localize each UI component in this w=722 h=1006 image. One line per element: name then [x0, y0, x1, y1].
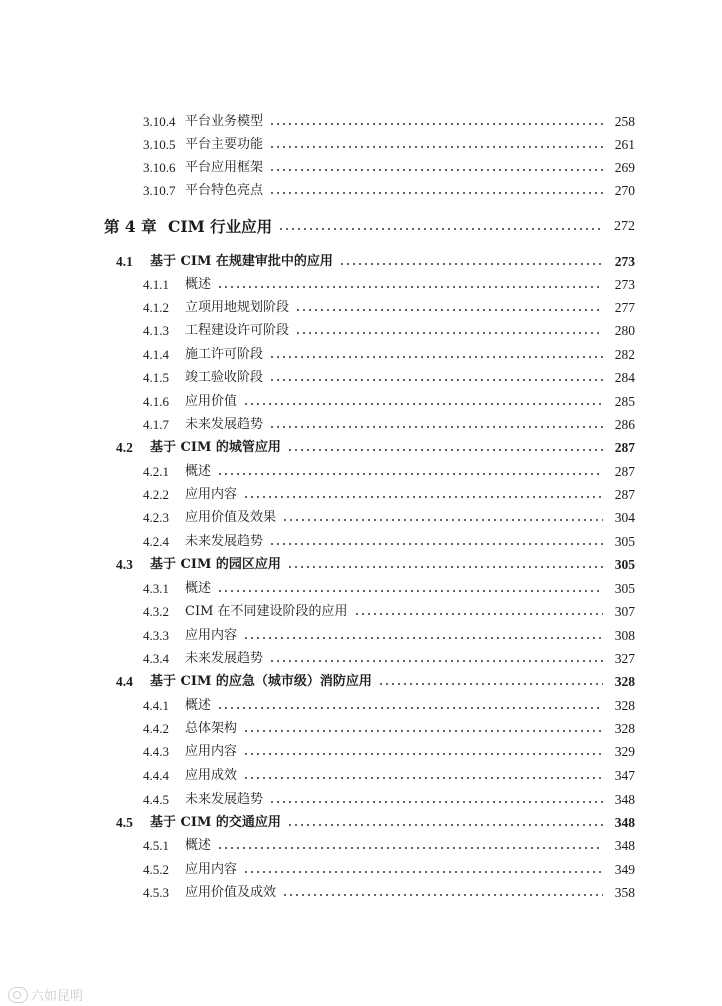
dot-leader [269, 801, 603, 803]
toc-section-4-5 [116, 812, 635, 834]
entry-number: 4.4.4 [143, 768, 169, 783]
entry-page: 304 [614, 510, 635, 525]
entry-title: 施工许可阶段 [185, 347, 264, 362]
dot-leader [269, 379, 603, 381]
entry-page: 307 [614, 604, 635, 619]
entry-title: 平台主要功能 [185, 137, 264, 152]
entry-number: 4.1.7 [143, 417, 169, 432]
entry-page: 261 [614, 137, 635, 152]
toc-entry-3-10-5 [143, 134, 635, 156]
entry-number: 4.3.4 [143, 651, 169, 666]
watermark-text: 六如昆明 [31, 989, 84, 1004]
toc-section-4-2 [116, 437, 635, 459]
dot-leader [282, 894, 603, 896]
entry-title: 应用价值 [185, 394, 238, 409]
chapter-number: 第 4 章 [104, 217, 157, 236]
dot-leader [243, 777, 603, 779]
entry-title: 应用价值及效果 [185, 510, 277, 525]
toc-section-4-3 [116, 554, 635, 576]
entry-page: 285 [614, 394, 635, 409]
section-number: 4.4 [116, 674, 133, 689]
toc-entry-4-1-6 [143, 391, 635, 413]
dot-leader [287, 824, 603, 826]
entry-title: 立项用地规划阶段 [185, 300, 290, 315]
toc-entry-4-4-2 [143, 718, 635, 740]
section-number: 4.3 [116, 557, 133, 572]
toc-entry-4-3-4 [143, 648, 635, 670]
entry-number: 4.2.3 [143, 510, 169, 525]
dot-leader [295, 332, 603, 334]
entry-page: 287 [614, 464, 635, 479]
toc-entry-4-1-3 [143, 320, 635, 342]
entry-number: 4.1.6 [143, 394, 169, 409]
entry-page: 269 [614, 160, 635, 175]
entry-number: 4.1.4 [143, 347, 169, 362]
dot-leader [269, 192, 603, 194]
toc-entry-3-10-4 [143, 111, 635, 133]
toc-entry-4-3-1 [143, 578, 635, 600]
toc-entry-4-1-7 [143, 414, 635, 436]
toc-entry-4-1-4 [143, 344, 635, 366]
dot-leader [378, 683, 603, 685]
toc-entry-4-4-3 [143, 741, 635, 763]
dot-leader [243, 753, 603, 755]
section-number: 4.2 [116, 440, 133, 455]
toc-entry-4-2-2 [143, 484, 635, 506]
entry-number: 4.1.2 [143, 300, 169, 315]
toc-chapter-4 [104, 216, 635, 238]
section-page: 305 [614, 557, 635, 572]
toc-entry-4-4-1 [143, 695, 635, 717]
toc-entry-4-1-5 [143, 367, 635, 389]
entry-page: 348 [614, 838, 635, 853]
toc-entry-4-2-4 [143, 531, 635, 553]
entry-number: 4.5.1 [143, 838, 169, 853]
entry-title: 平台业务模型 [185, 114, 264, 129]
dot-leader [282, 519, 603, 521]
toc-entry-4-5-2 [143, 859, 635, 881]
entry-number: 4.2.1 [143, 464, 169, 479]
toc-entry-4-5-3 [143, 882, 635, 904]
toc-section-4-1 [116, 251, 635, 273]
entry-title: 未来发展趋势 [185, 792, 264, 807]
dot-leader [217, 590, 603, 592]
entry-page: 349 [614, 862, 635, 877]
dot-leader [269, 169, 603, 171]
entry-title: 概述 [185, 464, 212, 479]
section-page: 287 [614, 440, 635, 455]
entry-number: 4.1.5 [143, 370, 169, 385]
entry-page: 327 [614, 651, 635, 666]
entry-title: 未来发展趋势 [185, 417, 264, 432]
entry-title: 工程建设许可阶段 [185, 323, 290, 338]
entry-number: 4.3.3 [143, 628, 169, 643]
dot-leader [278, 228, 603, 230]
entry-title: 应用内容 [185, 487, 238, 502]
dot-leader [295, 309, 603, 311]
section-page: 273 [614, 254, 635, 269]
entry-number: 4.4.5 [143, 792, 169, 807]
toc-entry-4-3-2 [143, 601, 635, 623]
entry-number: 4.1.1 [143, 277, 169, 292]
entry-number: 4.5.3 [143, 885, 169, 900]
section-page: 348 [614, 815, 635, 830]
watermark [8, 985, 83, 1004]
chapter-title: CIM 行业应用 [168, 217, 273, 236]
dot-leader [217, 847, 603, 849]
dot-leader [243, 403, 603, 405]
entry-page: 348 [614, 792, 635, 807]
entry-title: CIM 在不同建设阶段的应用 [185, 604, 348, 619]
entry-page: 277 [614, 300, 635, 315]
entry-page: 305 [614, 534, 635, 549]
toc-entry-4-1-2 [143, 297, 635, 319]
section-title: 基于 CIM 的园区应用 [150, 557, 281, 572]
entry-page: 280 [614, 323, 635, 338]
dot-leader [243, 730, 603, 732]
dot-leader [269, 146, 603, 148]
entry-number: 4.5.2 [143, 862, 169, 877]
section-page: 328 [614, 674, 635, 689]
entry-number: 4.4.1 [143, 698, 169, 713]
entry-page: 273 [614, 277, 635, 292]
entry-page: 270 [614, 183, 635, 198]
entry-page: 287 [614, 487, 635, 502]
entry-number: 3.10.4 [143, 114, 176, 129]
entry-number: 4.3.1 [143, 581, 169, 596]
entry-page: 347 [614, 768, 635, 783]
entry-page: 328 [614, 698, 635, 713]
toc-entry-4-4-5 [143, 789, 635, 811]
entry-page: 305 [614, 581, 635, 596]
dot-leader [269, 543, 603, 545]
entry-page: 282 [614, 347, 635, 362]
entry-title: 应用价值及成效 [185, 885, 277, 900]
dot-leader [217, 473, 603, 475]
chapter-page: 272 [614, 219, 635, 234]
toc-entry-4-2-1 [143, 461, 635, 483]
toc-entry-3-10-7 [143, 180, 635, 202]
dot-leader [217, 286, 603, 288]
entry-number: 3.10.7 [143, 183, 176, 198]
section-title: 基于 CIM 在规建审批中的应用 [150, 254, 333, 269]
entry-number: 4.2.4 [143, 534, 169, 549]
section-title: 基于 CIM 的应急（城市级）消防应用 [150, 674, 372, 689]
dot-leader [287, 449, 603, 451]
dot-leader [354, 613, 603, 615]
entry-title: 应用内容 [185, 744, 238, 759]
dot-leader [269, 123, 603, 125]
section-number: 4.5 [116, 815, 133, 830]
entry-page: 286 [614, 417, 635, 432]
section-title: 基于 CIM 的城管应用 [150, 440, 281, 455]
entry-title: 应用内容 [185, 628, 238, 643]
toc-entry-4-5-1 [143, 835, 635, 857]
toc-entry-4-4-4 [143, 765, 635, 787]
entry-title: 未来发展趋势 [185, 534, 264, 549]
entry-title: 概述 [185, 581, 212, 596]
entry-title: 竣工验收阶段 [185, 370, 264, 385]
dot-leader [269, 426, 603, 428]
dot-leader [339, 263, 603, 265]
entry-page: 329 [614, 744, 635, 759]
entry-page: 358 [614, 885, 635, 900]
toc-entry-4-3-3 [143, 625, 635, 647]
entry-title: 概述 [185, 698, 212, 713]
entry-title: 平台应用框架 [185, 160, 264, 175]
entry-page: 258 [614, 114, 635, 129]
dot-leader [243, 637, 603, 639]
entry-title: 总体架构 [185, 721, 238, 736]
entry-number: 4.3.2 [143, 604, 169, 619]
entry-number: 4.4.2 [143, 721, 169, 736]
entry-number: 4.2.2 [143, 487, 169, 502]
dot-leader [287, 566, 603, 568]
section-title: 基于 CIM 的交通应用 [150, 815, 281, 830]
entry-page: 284 [614, 370, 635, 385]
toc-entry-4-1-1 [143, 274, 635, 296]
entry-title: 概述 [185, 838, 212, 853]
entry-title: 平台特色亮点 [185, 183, 264, 198]
entry-number: 4.1.3 [143, 323, 169, 338]
entry-title: 应用内容 [185, 862, 238, 877]
dot-leader [269, 660, 603, 662]
toc-entry-4-2-3 [143, 507, 635, 529]
entry-page: 308 [614, 628, 635, 643]
toc-section-4-4 [116, 671, 635, 693]
entry-number: 3.10.6 [143, 160, 176, 175]
dot-leader [269, 356, 603, 358]
dot-leader [217, 707, 603, 709]
entry-title: 概述 [185, 277, 212, 292]
entry-title: 未来发展趋势 [185, 651, 264, 666]
section-number: 4.1 [116, 254, 133, 269]
dot-leader [243, 871, 603, 873]
entry-title: 应用成效 [185, 768, 238, 783]
entry-page: 328 [614, 721, 635, 736]
dot-leader [243, 496, 603, 498]
toc-entry-3-10-6 [143, 157, 635, 179]
entry-number: 4.4.3 [143, 744, 169, 759]
entry-number: 3.10.5 [143, 137, 176, 152]
watermark-logo-icon [8, 987, 28, 1003]
